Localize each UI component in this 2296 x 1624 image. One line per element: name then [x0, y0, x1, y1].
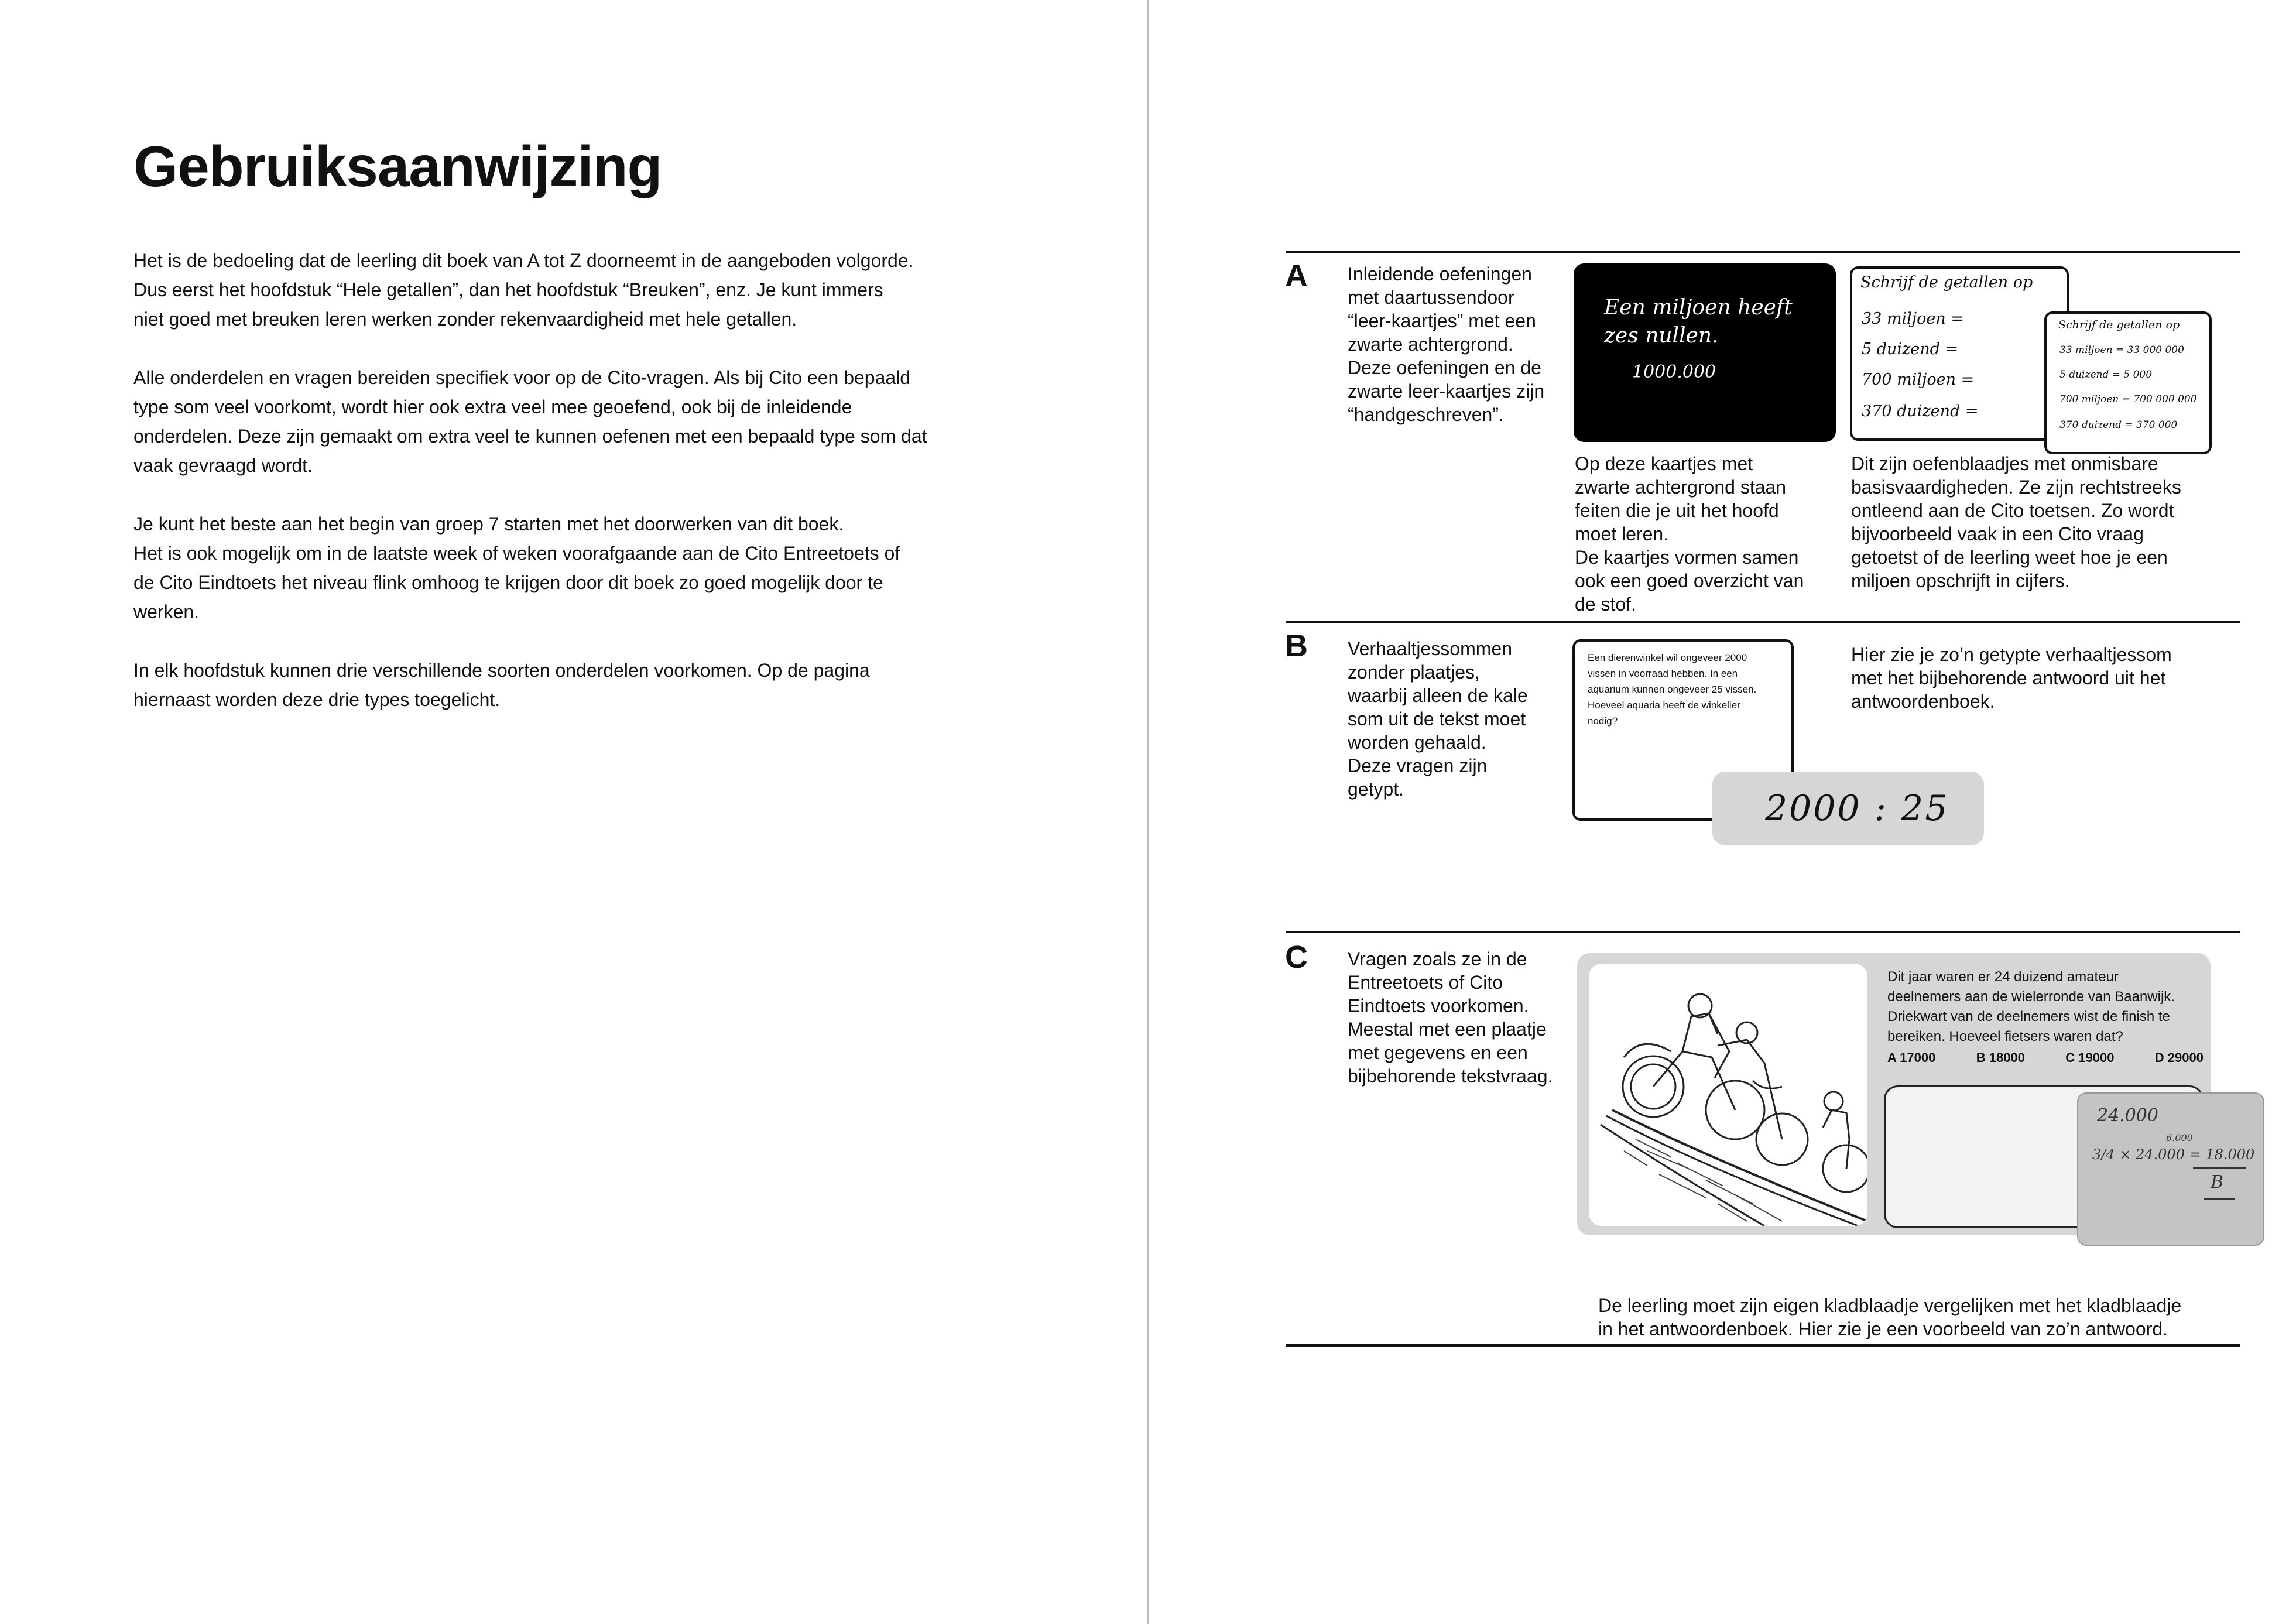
- practice-sheet-caption: Dit zijn oefenblaadjes met onmisbare basisvaardigheden. Ze zijn rechtstreeks ontleend aan de Cito toetsen. Zo wordt bijvoorbeeld vaak in een Cito vraag getoetst of de leerling weet hoe je een miljoen opschrijft in cijfers.: [1851, 453, 2181, 591]
- section-b-description: Verhaaltjessommen zonder plaatjes, waarbij alleen de kale som uit de tekst moet worden gehaald. Deze vragen zijn getypt.: [1348, 638, 1528, 800]
- scratch-answer: B: [2211, 1172, 2224, 1193]
- scratch-paper: [2077, 1092, 2264, 1246]
- section-a-letter: A: [1285, 258, 1308, 293]
- practice-sheet-title: Schrijf de getallen op: [1860, 273, 2033, 292]
- rule-b-c: [1286, 931, 2240, 933]
- answer-sheet: [2044, 311, 2212, 454]
- exam-question-text: Dit jaar waren er 24 duizend amateur deelnemers aan de wielerronde van Baanwijk. Driekwart van de deelnemers wist de finish te bereiken. Hoeveel fietsers waren dat?: [1887, 969, 2175, 1044]
- practice-line: 370 duizend =: [1862, 402, 1979, 420]
- practice-line: 33 miljoen =: [1862, 310, 1965, 328]
- intro-paragraph-3: Je kunt het beste aan het begin van groep 7 starten met het doorwerken van dit boek. Het is ook mogelijk om in de laatste week of weken voorafgaande aan de Cito Entreetoets of de Cito Eindtoets het niveau flink omhoog te krijgen door dit boek zo goed mogelijk door te werken.: [133, 513, 900, 622]
- practice-line: 5 duizend =: [1862, 340, 1959, 358]
- option-b: B 18000: [1976, 1050, 2025, 1065]
- option-a: A 17000: [1887, 1050, 1936, 1065]
- answer-line: 370 duizend = 370 000: [2059, 419, 2178, 431]
- word-problem-text: Een dierenwinkel wil ongeveer 2000 vissen in voorraad hebben. In een aquarium kunnen ongeveer 25 vissen. Hoeveel aquaria heeft de winkelier nodig?: [1588, 652, 1757, 727]
- section-a-description: Inleidende oefeningen met daartussendoor “leer-kaartjes” met een zwarte achtergrond. Deze oefeningen en de zwarte leer-kaartjes zijn “handgeschreven”.: [1348, 263, 1545, 425]
- intro-paragraph-1: Het is de bedoeling dat de leerling dit boek van A tot Z doorneemt in de aangeboden volgorde. Dus eerst het hoofdstuk “Hele getallen”, dan het hoofdstuk “Breuken”, enz. Je kunt immers niet goed met breuken leren werken zonder rekenvaardigheid met hele getallen.: [133, 250, 914, 330]
- section-c-caption: De leerling moet zijn eigen kladblaadje vergelijken met het kladblaadje in het antwoordenboek. Hier zie je een voorbeeld van zo’n antwoord.: [1598, 1295, 2182, 1339]
- answer-options: [1887, 1050, 2204, 1065]
- section-c-description: Vragen zoals ze in de Entreetoets of Cito Eindtoets voorkomen. Meestal met een plaatje met gegevens en een bijbehorende tekstvraag.: [1348, 948, 1553, 1087]
- answer-value: 2000 : 25: [1765, 788, 1949, 829]
- scratch-underline: [2193, 1167, 2246, 1169]
- answer-line: 700 miljoen = 700 000 000: [2059, 393, 2197, 405]
- intro-text: [133, 246, 976, 744]
- cyclists-drawing: [1589, 964, 1867, 1226]
- answer-line: 33 miljoen = 33 000 000: [2059, 344, 2184, 356]
- option-d: D 29000: [2154, 1050, 2204, 1065]
- answer-sheet-title: Schrijf de getallen op: [2058, 318, 2180, 331]
- section-c-letter: C: [1285, 940, 1308, 975]
- practice-line: 700 miljoen =: [1862, 371, 1975, 389]
- rule-a-b: [1286, 621, 2240, 623]
- intro-paragraph-2: Alle onderdelen en vragen bereiden specifiek voor op de Cito-vragen. Als bij Cito een bepaald type som veel voorkomt, wordt hier ook extra veel mee geoefend, ook bij de inleidende onderdelen. Deze zijn gemaakt om extra veel te kunnen oefenen met een bepaald type som dat vaak gevraagd wordt.: [133, 367, 927, 476]
- scratch-small-note: 6.000: [2166, 1132, 2193, 1143]
- scratch-line-1: 24.000: [2097, 1105, 2158, 1126]
- cyclists-illustration: [1589, 964, 1867, 1226]
- answer-box: [1712, 772, 1984, 845]
- card-line-1: Een miljoen heeft: [1604, 296, 1793, 320]
- page-spine: [1147, 0, 1149, 1624]
- scratch-line-2: 3/4 × 24.000 = 18.000: [2092, 1146, 2255, 1163]
- section-b-caption: Hier zie je zo’n getypte verhaaltjessom met het bijbehorende antwoord uit het antwoordenboek.: [1851, 644, 2172, 712]
- section-b-letter: B: [1285, 628, 1308, 663]
- answer-line: 5 duizend = 5 000: [2059, 369, 2153, 381]
- learn-card-caption: Op deze kaartjes met zwarte achtergrond staan feiten die je uit het hoofd moet leren. De kaartjes vormen samen ook een goed overzicht van de stof.: [1575, 453, 1804, 615]
- rule-top: [1286, 251, 2240, 253]
- intro-paragraph-4: In elk hoofdstuk kunnen drie verschillende soorten onderdelen voorkomen. Op de pagina hiernaast worden deze drie types toegelicht.: [133, 660, 870, 710]
- card-line-2: zes nullen.: [1604, 324, 1719, 348]
- option-c: C 19000: [2065, 1050, 2115, 1065]
- practice-sheet: [1850, 266, 2069, 441]
- scratch-answer-underline: [2204, 1198, 2235, 1200]
- rule-bottom: [1286, 1344, 2240, 1347]
- page-title: Gebruiksaanwijzing: [133, 134, 662, 198]
- card-number: 1000.000: [1632, 362, 1716, 382]
- learn-card-blackboard: [1574, 263, 1836, 442]
